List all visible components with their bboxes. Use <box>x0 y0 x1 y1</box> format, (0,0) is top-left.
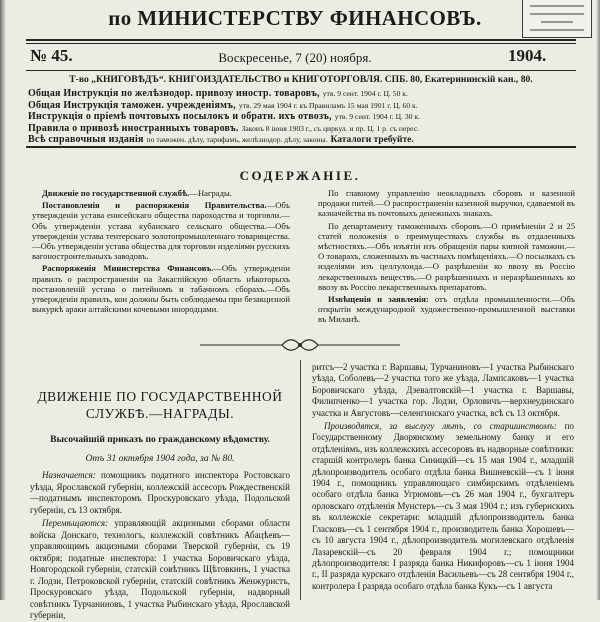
masthead-title: по МИНИСТЕРСТВУ ФИНАНСОВЪ. <box>108 6 482 30</box>
contents-item <box>318 294 575 325</box>
ad-detail: по таможен. дѣлу, тарифамъ, желѣзнодор. дѣлу, законы. <box>146 135 328 145</box>
advertisement-block <box>28 74 574 145</box>
library-stamp <box>522 0 592 38</box>
contents-item <box>32 263 290 314</box>
ornament-dot <box>298 343 302 347</box>
column-rule <box>300 360 301 600</box>
ad-title: Общая Инструкція таможен. учрежденіямъ, <box>28 99 236 111</box>
paragraph-text: помощникъ податного инспектора Ростовскаго уѣзда, Ярославской губерніи, коллежскій ассесоръ Рождественскій—податнымъ инспекторомъ Проскуровскаго уѣзда, Подольской губерніи, съ 13 октября. <box>30 470 290 515</box>
paragraph-text: управляющій акцизными сборами области войска Донскаго, технологъ, коллежскій совѣтникъ Абацѣевъ—управляющимъ акцизными сборами Тверской губерніи, съ 19 октября; податные инспектора: 1 участка Боровичскаго уѣзда, Новгородской губерніи, статскій совѣтникъ Щѣтовкинъ, 1 участка г. Лодзи, Петроковской губерніи, статскій совѣтникъ Женжуристъ, Проскуровскаго уѣзда, Подольской губерніи, надворный совѣтникъ Турчаниновъ, 1 участка Рыбинскаго уѣзда, Ярославской губерніи, <box>30 518 290 620</box>
contents-item <box>318 188 575 219</box>
stamp-mark <box>541 21 573 23</box>
ad-line <box>28 109 574 121</box>
contents-item-text: отъ отдѣла промышленности.—Объ открытіи международной художественно-промышленной выставки въ Миланѣ. <box>318 294 575 325</box>
ad-detail: Законъ 8 іюня 1903 г., съ циркул. и пр. Ц. 1 р. съ перес. <box>241 123 419 133</box>
article-paragraph <box>30 470 290 516</box>
paragraph-lead: Перемѣщаются: <box>42 518 109 528</box>
article-continuation <box>312 362 574 600</box>
contents-item-lead: По главному управленію неокладныхъ сборовъ и казенной продажи питей. <box>318 188 575 209</box>
contents-item-lead: По департаменту таможенныхъ сборовъ. <box>328 220 483 231</box>
stamp-mark <box>530 29 584 31</box>
contents-item-lead: Постановленія и распоряженія Правительства. <box>42 200 267 211</box>
article-heading-line: СЛУЖБѢ.—НАГРАДЫ. <box>85 406 235 421</box>
ad-line <box>28 132 574 144</box>
ad-title: Общая Инструкція по желѣзнодор. привозу иностр. товаровъ, <box>28 88 320 99</box>
contents-item <box>32 200 290 261</box>
paragraph-lead: Назначается: <box>42 470 96 480</box>
ad-detail: утв. 9 сент. 1904 г. Ц. 50 к. <box>322 89 408 98</box>
article-body <box>30 470 290 622</box>
article-heading-line: ДВИЖЕНІЕ ПО ГОСУДАРСТВЕННОЙ <box>37 389 283 404</box>
contents-item-text: —Награды. <box>189 188 232 198</box>
section-divider-ornament <box>0 337 600 353</box>
stamp-mark <box>530 13 584 15</box>
masthead-rule <box>26 43 576 44</box>
issue-date: Воскресенье, 7 (20) ноября. <box>218 50 372 65</box>
article-subheading: Высочайшій приказъ по гражданскому вѣдомству. <box>50 434 270 445</box>
ad-publisher: Т-во „КНИГОВѢДЪ“. КНИГОИЗДАТЕЛЬСТВО и КНИГОТОРГОВЛЯ. СПБ. 80, Екатерининскій кан., 80. <box>69 74 533 85</box>
scan-edge-right <box>596 0 600 600</box>
contents-item-text: —Объ утвержденіи правилъ о распространеніи на Закаспійскую область нѣкоторыхъ постановленій устава о питейномъ и табачномъ сборахъ.—Объ утвержденіи правилъ, кои должны быть соблюдаемы при безакцизной выкуркѣ араки алтайскими кочевыми инородцами. <box>32 263 290 315</box>
contents-right-column <box>318 188 575 338</box>
ad-title: Правила о привозѣ иностранныхъ товаровъ. <box>28 122 239 134</box>
contents-item-lead: Движеніе по государственной службѣ. <box>42 188 190 198</box>
article-paragraph <box>312 421 574 592</box>
contents-item-text: —Объ утвержденіи устава енисейскаго общества пароходства и торговли.—Объ утвержденіи устава кубанскаго сельскаго общества.—Объ утвержденіи устава тентерскаго золотопромышленнаго товарищества.—Объ утвержденіи устава общества для торговли изделіями русскихъ вагоностроительныхъ заводовъ. <box>32 200 290 262</box>
ad-line <box>28 86 574 98</box>
contents-item-lead: Распоряженія Министерства Финансовъ. <box>42 263 214 274</box>
contents-left-column <box>32 188 290 338</box>
ad-title: Всѣ справочныя изданія <box>28 134 144 146</box>
article-heading <box>30 388 290 422</box>
contents-item-text: —О распространеніи казенной выручки, сдаваемой въ казначейства въ почтовыхъ денежныхъ знакахъ. <box>318 198 575 219</box>
article-paragraph: ритсъ—2 участка г. Варшавы, Турчаниновъ—1 участка Рыбинскаго уѣзда, Соболевъ—2 участка того же уѣзда, Лампсаковъ—1 участка Боровичскаго уѣзда, Дзевалтовскій—1 участка г. Варшавы, Филипченко—1 участка гор. Лодзи, Орловичъ—верхнеудинскаго участка и Августовъ—селенгинскаго участка, всѣ съ 13 октября. <box>312 362 574 418</box>
issue-year: 1904. <box>508 46 547 65</box>
article-paragraph <box>30 518 290 622</box>
contents-item-lead: Извѣщенія и заявленія: <box>328 294 429 305</box>
article-civil-service <box>30 360 290 620</box>
contents-heading: СОДЕРЖАНІЕ. <box>239 168 361 183</box>
issue-number: № 45. <box>30 46 73 65</box>
stamp-mark <box>530 5 584 7</box>
paragraph-text: по Государственному Дворянскому земельному банку и его отдѣленіямъ, изъ коллежскихъ ассесоровъ въ надворные совѣтники: старшій контролеръ банка Синицкій—съ 15 мая 1904 г., младшій дѣлопроизводитель особаго отдѣла банка Вишневскій—съ 1 іюня 1904 г., помощникъ управляющаго симбирскимъ отдѣленіемъ особаго отдѣла банка Угрюмовъ—съ 26 мая 1904 г., бухгалтеръ орловскаго отдѣленія Мунстеръ—съ 3 мая 1904 г.; изъ губернскихъ въ коллежскіе секретари: младшій дѣлопроизводитель банка Гласковъ—съ 1 сентября 1904 г., производитель банка Хорошевъ—съ 10 августа 1904 г., дѣлопроизводитель могилевскаго отдѣленія Лазаревскій—съ 20 февраля 1904 г.; помощники дѣлопроизводителя: I разряда банка Никифоровъ—съ 1 іюня 1904 г., II разряда курскаго отдѣленія Васильевъ—съ 28 сентября 1904 г., контролера I разряда особаго отдѣла банка Кукъ—съ 1 августа <box>312 421 574 591</box>
advertisement-rule <box>26 146 576 148</box>
ad-detail: утв. 9 сент. 1904 г. Ц. 30 к. <box>334 112 420 122</box>
masthead-rule <box>26 39 576 41</box>
ad-catalog-note: Каталоги требуйте. <box>330 135 414 146</box>
paragraph-lead: Производятся, за выслугу лѣтъ, со старшинствомъ: <box>324 421 557 432</box>
ad-line <box>28 98 574 110</box>
ad-line <box>28 121 574 133</box>
date-row-rule <box>26 70 576 71</box>
ad-title: Инструкція о пріемѣ почтовыхъ посылокъ и обратн. ихъ отвозъ, <box>28 111 332 123</box>
article-dateline: Отъ 31 октября 1904 года, за № 80. <box>85 453 235 464</box>
contents-item <box>32 188 290 198</box>
scan-edge-left <box>0 0 6 600</box>
ad-detail: утв. 29 мая 1904 г. къ Правиламъ 15 мая 1901 г. Ц. 60 к. <box>238 100 418 110</box>
contents-item <box>318 221 575 292</box>
contents-item-text: —О примѣненіи 2 и 25 статей положенія о преимуществахъ службы въ отдаленныхъ мѣстностяхъ.—Объ изъятіи изъ обращенія пары кипной таможни.—О товарахъ, сложенныхъ въ частныхъ помѣщеніяхъ.—О посылкахъ съ изделіями изъ целлулоида.—О разрѣшеніи ко ввозу въ Россію лекарственныхъ веществъ.—О разрѣшенныхъ и неразрѣшенныхъ ко ввозу въ Россію лекарственныхъ препаратовъ. <box>318 220 575 292</box>
